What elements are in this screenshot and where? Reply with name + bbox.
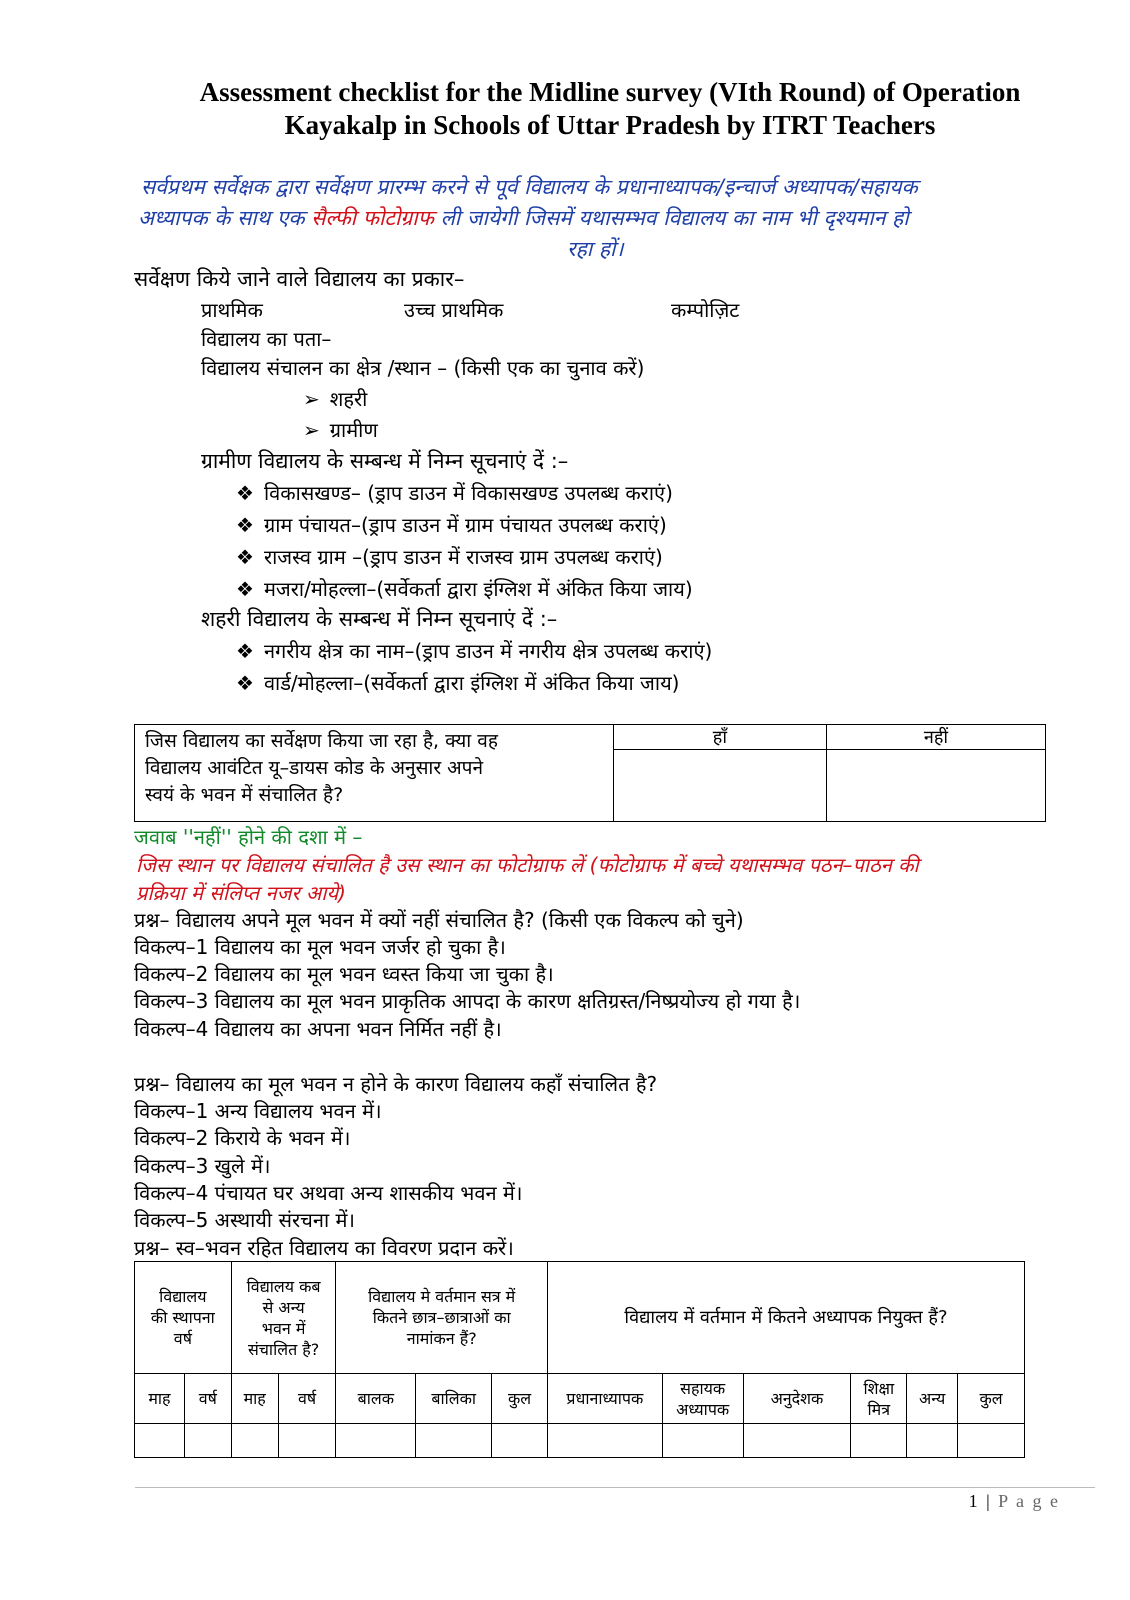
selfie-highlight: सैल्फी फोटोग्राफ: [311, 206, 434, 230]
urban-item-ward: ❖ वार्ड/मोहल्ला–(सर्वेकर्ता द्वारा इंग्लिश में अंकित किया जाय): [236, 671, 680, 695]
diamond-bullet-icon: ❖: [236, 671, 254, 695]
subheader-headmaster: प्रधानाध्यापक: [547, 1374, 662, 1424]
question3-text: प्रश्न– स्व–भवन रहित विद्यालय का विवरण प्रदान करें।: [134, 1236, 514, 1260]
input-cell[interactable]: [743, 1424, 851, 1458]
area-option-urban[interactable]: ➢ शहरी: [303, 387, 368, 411]
subheader-month: माह: [135, 1374, 185, 1424]
question1-option-1[interactable]: विकल्प–1 विद्यालय का मूल भवन जर्जर हो चुका है।: [134, 935, 506, 959]
input-cell[interactable]: [547, 1424, 662, 1458]
question2-option-1[interactable]: विकल्प–1 अन्य विद्यालय भवन में।: [134, 1099, 382, 1123]
page-number: 1: [968, 1491, 980, 1511]
no-answer-cell[interactable]: [826, 750, 1045, 822]
school-address-label: विद्यालय का पता–: [201, 327, 332, 351]
question2-option-4[interactable]: विकल्प–4 पंचायत घर अथवा अन्य शासकीय भवन में।: [134, 1181, 523, 1205]
input-cell[interactable]: [416, 1424, 492, 1458]
input-cell[interactable]: [958, 1424, 1025, 1458]
rural-item-majra: ❖ मजरा/मोहल्ला–(सर्वेकर्ता द्वारा इंग्लिश में अंकित किया जाय): [236, 577, 693, 601]
if-no-label: जवाब ''नहीं'' होने की दशा में –: [134, 825, 363, 849]
diamond-bullet-icon: ❖: [236, 481, 254, 505]
intro-line1: सर्वप्रथम सर्वेक्षक द्वारा सर्वेक्षण प्रारम्भ करने से पूर्व विद्यालय के प्रधानाध्यापक/इन्चार्ज अध्यापक/सहायक: [141, 175, 918, 199]
header-established-year: विद्यालय की स्थापना वर्ष: [135, 1262, 232, 1374]
question1-option-4[interactable]: विकल्प–4 विद्यालय का अपना भवन निर्मित नहीं है।: [134, 1017, 502, 1041]
page-label: P a g e: [998, 1491, 1060, 1511]
subheader-total: कुल: [492, 1374, 548, 1424]
intro-line3: रहा हों।: [567, 237, 624, 261]
subheader-assistant-teacher: सहायक अध्यापक: [662, 1374, 743, 1424]
subheader-year: वर्ष: [278, 1374, 336, 1424]
subheader-girls: बालिका: [416, 1374, 492, 1424]
subheader-month: माह: [231, 1374, 278, 1424]
urban-heading: शहरी विद्यालय के सम्बन्ध में निम्न सूचनाएं दें :–: [201, 607, 558, 631]
school-type-option-composite[interactable]: कम्पोज़िट: [671, 298, 740, 322]
school-type-heading: सर्वेक्षण किये जाने वाले विद्यालय का प्रकार–: [134, 267, 465, 291]
rural-item-block: ❖ विकासखण्ड– (ड्राप डाउन में विकासखण्ड उपलब्ध कराएं): [236, 481, 673, 505]
input-cell[interactable]: [662, 1424, 743, 1458]
question2-option-5[interactable]: विकल्प–5 अस्थायी संरचना में।: [134, 1208, 356, 1232]
school-details-table: [134, 1261, 1025, 1458]
page-footer: 1 | P a g e: [968, 1491, 1060, 1511]
input-cell[interactable]: [231, 1424, 278, 1458]
urban-item-area-name: ❖ नगरीय क्षेत्र का नाम–(ड्राप डाउन में नगरीय क्षेत्र उपलब्ध कराएं): [236, 639, 713, 663]
diamond-bullet-icon: ❖: [236, 577, 254, 601]
arrow-bullet-icon: ➢: [303, 387, 320, 411]
rural-item-gram-panchayat: ❖ ग्राम पंचायत–(ड्राप डाउन में ग्राम पंचायत उपलब्ध कराएं): [236, 513, 667, 537]
question1-option-3[interactable]: विकल्प–3 विद्यालय का मूल भवन प्राकृतिक आपदा के कारण क्षतिग्रस्त/निष्प्रयोज्य हो गया है।: [134, 989, 801, 1013]
subheader-other: अन्य: [907, 1374, 958, 1424]
yes-answer-cell[interactable]: [613, 750, 826, 822]
document-title-line1: Assessment checklist for the Midline survey (VIth Round) of Operation: [199, 77, 1021, 107]
input-cell[interactable]: [278, 1424, 336, 1458]
input-cell[interactable]: [907, 1424, 958, 1458]
header-since-other-building: विद्यालय कब से अन्य भवन में संचालित है?: [231, 1262, 336, 1374]
header-teachers: विद्यालय में वर्तमान में कितने अध्यापक नियुक्त हैं?: [547, 1262, 1024, 1374]
diamond-bullet-icon: ❖: [236, 639, 254, 663]
document-title-line2: Kayakalp in Schools of Uttar Pradesh by ITRT Teachers: [284, 110, 936, 140]
input-cell[interactable]: [184, 1424, 231, 1458]
building-question-table: [134, 724, 1046, 822]
input-cell[interactable]: [135, 1424, 185, 1458]
rural-heading: ग्रामीण विद्यालय के सम्बन्ध में निम्न सूचनाएं दें :–: [201, 449, 569, 473]
subheader-shiksha-mitra: शिक्षा मित्र: [851, 1374, 907, 1424]
diamond-bullet-icon: ❖: [236, 545, 254, 569]
subheader-year: वर्ष: [184, 1374, 231, 1424]
subheader-boys: बालक: [336, 1374, 416, 1424]
question1-option-2[interactable]: विकल्प–2 विद्यालय का मूल भवन ध्वस्त किया जा चुका है।: [134, 962, 554, 986]
footer-divider: [135, 1487, 1095, 1488]
subheader-instructor: अनुदेशक: [743, 1374, 851, 1424]
no-header: नहीं: [826, 725, 1045, 750]
arrow-bullet-icon: ➢: [303, 418, 320, 442]
rural-item-revenue-village: ❖ राजस्व ग्राम –(ड्राप डाउन में राजस्व ग्राम उपलब्ध कराएं): [236, 545, 663, 569]
input-cell[interactable]: [851, 1424, 907, 1458]
area-question: विद्यालय संचालन का क्षेत्र /स्थान – (किसी एक का चुनाव करें): [201, 356, 645, 380]
input-cell[interactable]: [336, 1424, 416, 1458]
photo-instruction-line1: जिस स्थान पर विद्यालय संचालित है उस स्थान का फोटोग्राफ लें (फोटोग्राफ में बच्चे यथासम्भव पठन–पाठन की: [136, 853, 919, 877]
header-enrolment: विद्यालय मे वर्तमान सत्र में कितने छात्र–छात्राओं का नामांकन हैं?: [336, 1262, 547, 1374]
subheader-total: कुल: [958, 1374, 1025, 1424]
building-question-cell: जिस विद्यालय का सर्वेक्षण किया जा रहा है, क्या वह विद्यालय आवंटित यू–डायस कोड के अनुसार अपने स्वयं के भवन में संचालित है?: [135, 725, 614, 822]
input-cell[interactable]: [492, 1424, 548, 1458]
diamond-bullet-icon: ❖: [236, 513, 254, 537]
question2-option-3[interactable]: विकल्प–3 खुले में।: [134, 1154, 271, 1178]
area-option-rural[interactable]: ➢ ग्रामीण: [303, 418, 378, 442]
intro-line2: अध्यापक के साथ एक सैल्फी फोटोग्राफ ली जायेगी जिसमें यथासम्भव विद्यालय का नाम भी दृश्यमान हो: [138, 206, 909, 230]
school-type-option-primary[interactable]: प्राथमिक: [201, 298, 263, 322]
question2-option-2[interactable]: विकल्प–2 किराये के भवन में।: [134, 1126, 351, 1150]
question1-text: प्रश्न– विद्यालय अपने मूल भवन में क्यों नहीं संचालित है? (किसी एक विकल्प को चुने): [134, 908, 744, 932]
school-type-option-upper-primary[interactable]: उच्च प्राथमिक: [404, 298, 504, 322]
question2-text: प्रश्न– विद्यालय का मूल भवन न होने के कारण विद्यालय कहाँ संचालित है?: [134, 1072, 658, 1096]
yes-header: हॉं: [613, 725, 826, 750]
photo-instruction-line2: प्रक्रिया में संलिप्त नजर आये): [136, 881, 346, 905]
